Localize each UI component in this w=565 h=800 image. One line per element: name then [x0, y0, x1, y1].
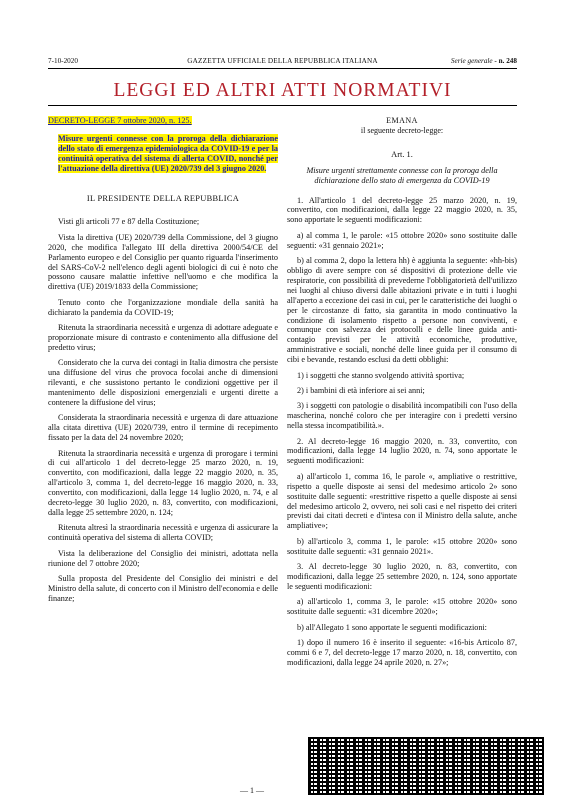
- left-paragraph: Vista la direttiva (UE) 2020/739 della Commissione, del 3 giugno 2020, che modifica l'allegato III della direttiva 2000/54/CE del Parlamento europeo e del Consiglio per quanto riguarda l'inserimento del SARS-CoV-2 nell'elenco degli agenti biologici di cui è noto che possono causare malattie infettive nell'uomo e che modifica la direttiva (UE) 2019/1833 della Commissione;: [48, 232, 278, 292]
- left-paragraph: Considerata la straordinaria necessità e urgenza di dare attuazione alla citata direttiva (UE) 2020/739, entro il termine di recepimento fissato per la data del 24 novembre 2020;: [48, 413, 278, 443]
- left-paragraph: Considerato che la curva dei contagi in Italia dimostra che persiste una diffusione del virus che provoca focolai anche di dimensioni rilevanti, e che sussistono pertanto le condizioni oggettive per il mantenimento delle disposizioni emergenziali e urgenti dirette a contenere la diffusione del virus;: [48, 358, 278, 407]
- right-paragraph: 2. Al decreto-legge 16 maggio 2020, n. 33, convertito, con modificazioni, dalla legge 14 luglio 2020, n. 74, sono apportate le seguenti modificazioni:: [287, 436, 517, 466]
- gazette-name: GAZZETTA UFFICIALE DELLA REPUBBLICA ITALIANA: [187, 57, 378, 65]
- qr-code-icon: [308, 737, 544, 795]
- left-paragraph: Ritenuta altresì la straordinaria necessità e urgenza di assicurare la continuità operativa del sistema di allerta COVID;: [48, 523, 278, 543]
- right-paragraph: a) all'articolo 1, comma 3, le parole: «15 ottobre 2020» sono sostituite dalle seguenti: «31 dicembre 2020»;: [287, 597, 517, 617]
- header-rule: [48, 68, 517, 69]
- emana-word: EMANA: [386, 116, 418, 125]
- right-paragraph: b) all'Allegato 1 sono apportate le seguenti modificazioni:: [297, 622, 487, 632]
- gazette-header: [48, 55, 517, 67]
- left-column: [48, 116, 278, 609]
- right-paragraph: b) all'articolo 3, comma 1, le parole: «15 ottobre 2020» sono sostituite dalle seguenti: «31 gennaio 2021».: [287, 536, 517, 556]
- left-paragraph: Ritenuta la straordinaria necessità e urgenza di adottare adeguate e proporzionate misure di contrasto e contenimento alla diffusione del predetto virus;: [48, 323, 278, 352]
- article-heading: Art. 1.: [391, 149, 413, 159]
- article-rubric: Misure urgenti strettamente connesse con la proroga della dichiarazione dello stato di emergenza da COVID-19: [306, 165, 498, 185]
- emana-block: [287, 116, 517, 136]
- right-paragraph: a) al comma 1, le parole: «15 ottobre 2020» sono sostituite dalle seguenti: «31 gennaio 2021»;: [287, 230, 517, 250]
- issue-date: 7-10-2020: [48, 57, 78, 65]
- right-paragraph: 3. Al decreto-legge 30 luglio 2020, n. 83, convertito, con modificazioni, dalla legge 25 settembre 2020, n. 124, sono apportate le seguenti modificazioni:: [287, 562, 517, 591]
- serie-info: Serie generale - n. 248: [450, 57, 517, 65]
- right-paragraph: 1. All'articolo 1 del decreto-legge 25 marzo 2020, n. 19, convertito, con modificazioni, dalla legge 22 maggio 2020, n. 35, sono apportate le seguenti modificazioni:: [287, 195, 517, 225]
- president-heading: IL PRESIDENTE DELLA REPUBBLICA: [86, 193, 240, 203]
- right-column: [287, 116, 517, 673]
- section-title: LEGGI ED ALTRI ATTI NORMATIVI: [113, 80, 452, 101]
- page-number: — 1 —: [240, 786, 264, 795]
- decreto-reference-link[interactable]: DECRETO-LEGGE 7 ottobre 2020, n. 125.: [48, 116, 192, 125]
- decreto-title[interactable]: Misure urgenti connesse con la proroga della dichiarazione dello stato di emergenza epidemiologica da COVID-19 e per la continuità operativa del sistema di allerta COVID, nonché per l'attuazione della direttiva (UE) 2020/739 del 3 giugno 2020.: [58, 133, 278, 173]
- left-paragraph: Sulla proposta del Presidente del Consiglio dei ministri e del Ministro della salute, di concerto con il Ministro dell'economia e delle finanze;: [48, 574, 278, 603]
- right-paragraph: a) all'articolo 1, comma 16, le parole «, ampliative o restrittive, rispetto a quelle disposte ai sensi del medesimo articolo 2» sono sostituite dalle seguenti: «restrittive rispetto a quelle disposte ai sensi del medesimo articolo 2, ovvero, nei soli casi e nel rispetto dei criteri previsti dai citati decreti e d'intesa con il Ministro della salute, anche ampliative»;: [287, 471, 517, 531]
- title-rule: [48, 105, 517, 106]
- left-paragraph: Ritenuta la straordinaria necessità e urgenza di prorogare i termini di cui all'articolo 1 del decreto-legge 25 marzo 2020, n. 19, convertito, con modificazioni, dalla legge 22 maggio 2020, n. 35, all'articolo 3, comma 1, del decreto-legge 16 maggio 2020, n. 33, convertito, con modificazioni, dalla legge 14 luglio 2020, n. 74, e al decreto-legge 30 luglio 2020, n. 83, convertito, con modificazioni, dalla legge 25 settembre 2020, n. 124;: [48, 448, 278, 517]
- right-paragraph: 3) i soggetti con patologie o disabilità incompatibili con l'uso della mascherina, nonché coloro che per interagire con i predetti versino nella stessa incompatibilità.».: [287, 401, 517, 431]
- right-paragraph: 1) dopo il numero 16 è inserito il seguente: «16-bis Articolo 87, commi 6 e 7, del decreto-legge 17 marzo 2020, n. 18, convertito, con modificazioni, dalla legge 24 aprile 2020, n. 27»;: [287, 637, 517, 667]
- right-paragraph: 1) i soggetti che stanno svolgendo attività sportiva;: [297, 370, 465, 380]
- left-paragraph: Tenuto conto che l'organizzazione mondiale della sanità ha dichiarato la pandemia da COVID-19;: [48, 297, 278, 317]
- emana-subtitle: il seguente decreto-legge:: [360, 125, 444, 135]
- left-paragraph: Vista la deliberazione del Consiglio dei ministri, adottata nella riunione del 7 ottobre 2020;: [48, 548, 278, 568]
- right-paragraph: b) al comma 2, dopo la lettera hh) è aggiunta la seguente: «hh-bis) obbligo di avere sempre con sé dispositivi di protezione delle vie respiratorie, con possibilità di prevederne l'obbligatorietà dell'utilizzo nei luoghi al chiuso diversi dalle abitazioni private e in tutti i luoghi all'aperto a eccezione dei casi in cui, per le caratteristiche dei luoghi o per le circostanze di fatto, sia garantita in modo continuativo la condizione di isolamento rispetto a persone non conviventi, e comunque con salvezza dei protocolli e delle linee guida anti-contagio previsti per le attività economiche, produttive, amministrative e sociali, nonché delle linee guida per il consumo di cibi e bevande, restando esclusi da detti obblighi:: [287, 256, 517, 365]
- right-paragraph: 2) i bambini di età inferiore ai sei anni;: [297, 385, 425, 395]
- left-paragraph: Visti gli articoli 77 e 87 della Costituzione;: [58, 217, 200, 227]
